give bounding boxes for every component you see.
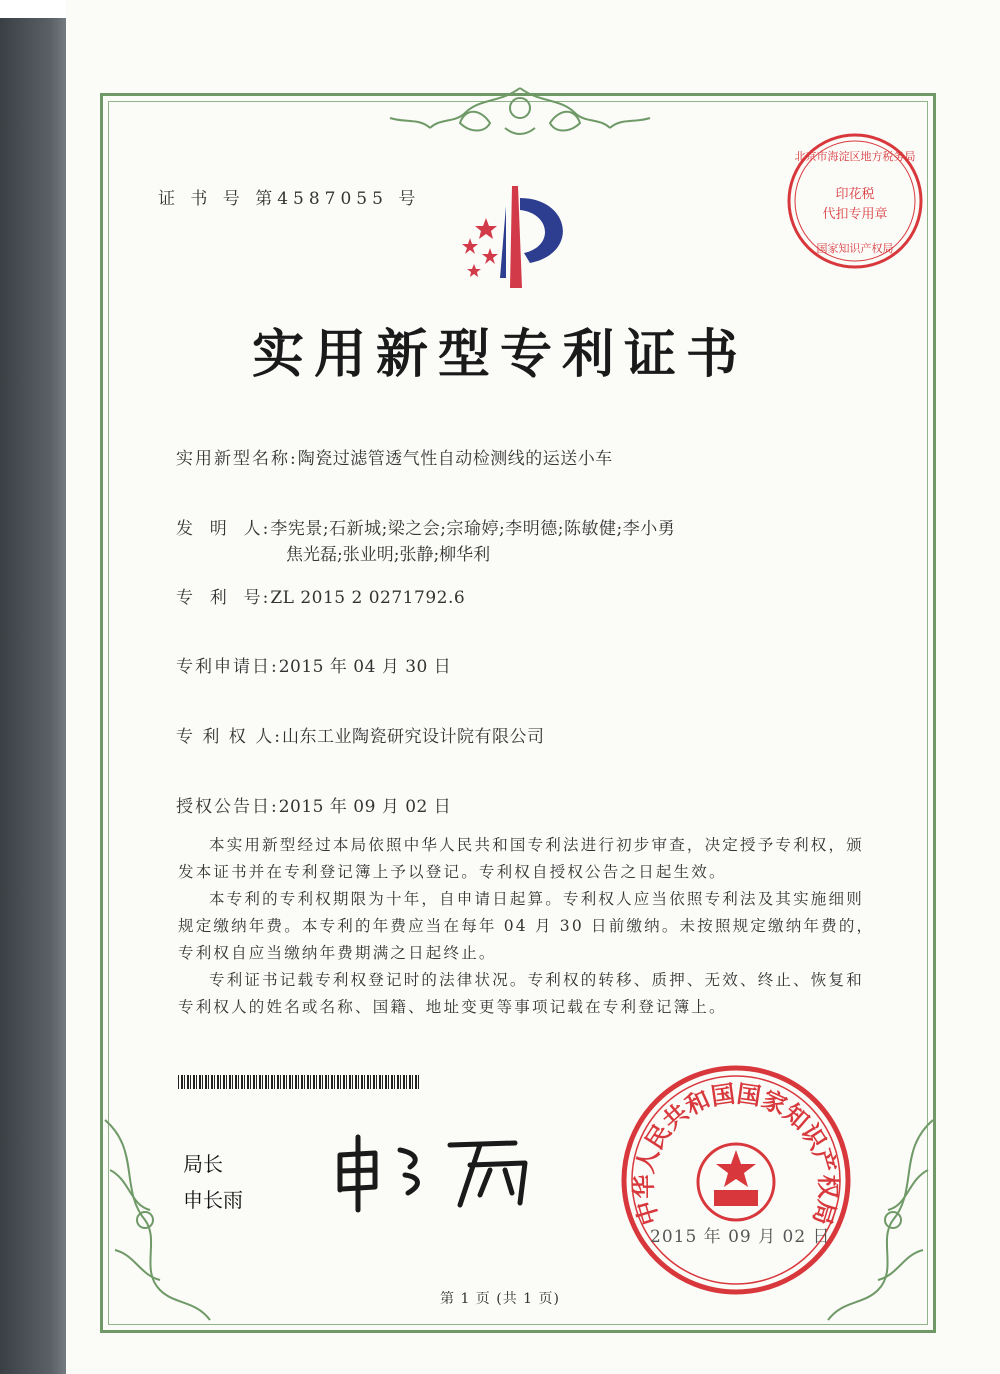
svg-text:代扣专用章: 代扣专用章 [822, 207, 888, 222]
top-ornament-icon [370, 78, 670, 148]
body-paragraph-2: 本专利的专利权期限为十年，自申请日起算。专利权人应当依照专利法及其实施细则规定缴纳年费。本专利的年费应当在每年 04 月 30 日前缴纳。未按照规定缴纳年费的，专利权自应当缴纳年费期满之日起终止。 [178, 890, 875, 962]
field-patentee: 专 利 权 人:山东工业陶瓷研究设计院有限公司 [176, 727, 545, 747]
body-paragraph-3: 专利证书记载专利权登记时的法律状况。专利权的转移、质押、无效、终止、恢复和专利权人的姓名或名称、国籍、地址变更等事项记载在专利登记簿上。 [178, 971, 864, 1016]
director-signature-icon [330, 1125, 550, 1215]
svg-text:国家知识产权局: 国家知识产权局 [816, 242, 894, 255]
certificate-title: 实用新型专利证书 [251, 324, 748, 385]
body-paragraph-1: 本实用新型经过本局依照中华人民共和国专利法进行初步审查，决定授予专利权，颁发本证书并在专利登记簿上予以登记。专利权自授权公告之日起生效。 [178, 836, 864, 881]
certificate-number: 证 书 号 第4587055 号 [158, 189, 421, 209]
field-utility-model-name: 实用新型名称:陶瓷过滤管透气性自动检测线的运送小车 [176, 449, 613, 469]
field-inventors-line2: 焦光磊;张业明;张静;柳华利 [286, 545, 491, 565]
field-application-date: 专利申请日:2015 年 04 月 30 日 [176, 657, 452, 677]
field-patent-number: 专 利 号:ZL 2015 2 0271792.6 [176, 588, 466, 608]
page-number: 第 1 页 (共 1 页) [440, 1291, 560, 1307]
tax-seal-stamp-icon [782, 128, 928, 274]
director-name: 申长雨 [183, 1188, 243, 1212]
svg-text:北京市海淀区地方税务局: 北京市海淀区地方税务局 [794, 150, 916, 163]
certificate-body-text [178, 832, 880, 1021]
seal-date: 2015 年 09 月 02 日 [650, 1227, 831, 1247]
national-ip-office-seal-icon [618, 1062, 854, 1298]
director-title: 局长 [183, 1152, 223, 1176]
field-grant-date: 授权公告日:2015 年 09 月 02 日 [176, 797, 452, 817]
patent-office-logo-icon [440, 178, 590, 293]
svg-text:印花税: 印花税 [835, 187, 875, 202]
svg-text:中华人民共和国国家知识产权局: 中华人民共和国国家知识产权局 [628, 1078, 844, 1229]
field-inventors: 发 明 人:李宪景;石新城;梁之会;宗瑜婷;李明德;陈敏健;李小勇 [176, 519, 676, 539]
barcode [178, 1075, 420, 1089]
